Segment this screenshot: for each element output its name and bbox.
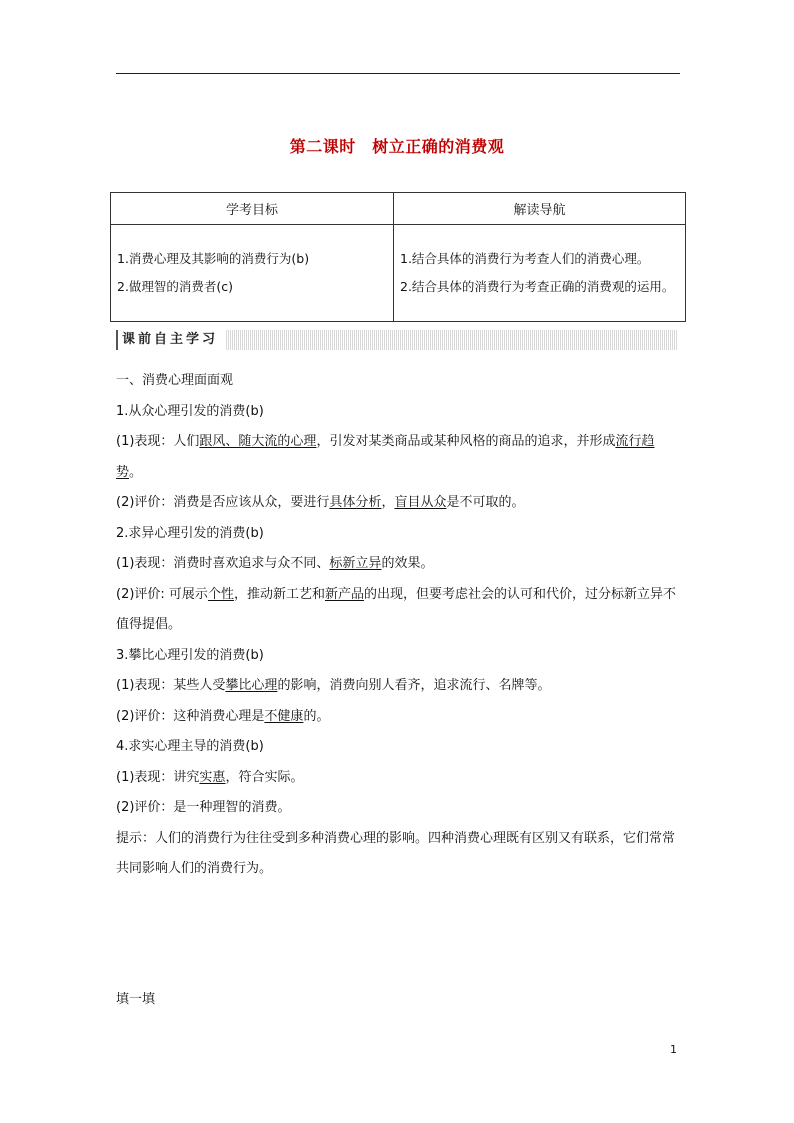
text: (2)评价：消费是否应该从众，要进行 [116,495,330,510]
paragraph [116,580,680,641]
paragraph [116,763,680,794]
text: 。 [129,464,143,480]
table-header-guide: 解读导航 [394,193,686,225]
paragraph [116,671,680,702]
header-rule [116,73,680,74]
guide-cell [394,225,686,322]
text: 的效果。 [381,556,434,571]
text: ， [381,495,395,510]
section-label: 课前自主学习 [116,330,226,350]
subheading-line: 2.求异心理引发的消费(b) [116,525,264,541]
paragraph [116,488,680,519]
answer-blank: 标新立异 [329,556,382,571]
text: 理智 [212,800,239,815]
text: ，推动新工艺和 [233,586,325,602]
page-title: 第二课时 树立正确的消费观 [289,137,505,156]
subheading-line: 1.从众心理引发的消费(b) [116,403,264,419]
text: ，引发对某类商品或某种风格的商品的追求，并形成 [316,434,616,449]
table-header-goals: 学考目标 [111,193,394,225]
subheading-line: 4.求实心理主导的消费(b) [116,739,264,754]
page-number: 1 [670,1043,677,1056]
answer-blank: 不健康 [264,708,304,724]
table-row [111,225,686,322]
subheading-line: 3.攀比心理引发的消费(b) [116,647,264,663]
text: 的消费。 [238,800,291,815]
text: (1)表现：人们 [116,434,200,449]
answer-blank: 盲目从众 [394,495,447,510]
answer-blank: 跟风、随大流的心理 [199,434,317,449]
body-content [116,366,680,885]
heading-line: 一、消费心理面面观 [116,373,234,388]
goals-cell [111,225,394,322]
paragraph [116,702,680,733]
paragraph [116,549,680,580]
text: (1)表现：消费时喜欢追求与众不同、 [116,556,330,571]
text: (1)表现：讲究 [116,769,200,785]
guide-item: 1.结合具体的消费行为考查人们的消费心理。 [400,251,650,266]
text: (1)表现：某些人受 [116,678,226,693]
objectives-table [110,192,686,322]
answer-blank: 个性 [207,586,234,602]
text: (2)评价：这种消费心理是 [116,708,265,724]
paragraph [116,427,680,488]
answer-blank: 攀比心理 [225,678,278,693]
answer-blank: 实惠 [199,769,226,785]
goal-item: 1.消费心理及其影响的消费行为(b) [117,251,310,266]
section-banner [116,330,678,350]
answer-blank: 具体分析 [329,495,382,510]
guide-item: 2.结合具体的消费行为考查正确的消费观的运用。 [400,279,675,294]
answer-blank: 新产品 [324,586,364,602]
text: 的出现，但要考虑社会的认可和代价，过分标新立异不值得提倡。 [116,586,676,632]
text: (2)评价：是一种 [116,800,213,815]
fill-in-label: 填一填 [116,992,156,1007]
paragraph [116,793,680,824]
table-header-row [111,193,686,225]
text: 的影响，消费向别人看齐，追求流行、名牌等。 [277,678,551,693]
text: ，符合实际。 [225,769,304,785]
goal-item: 2.做理智的消费者(c) [117,279,234,294]
text: 的。 [303,708,330,724]
text: 是不可取的。 [446,495,525,510]
tip-paragraph: 提示：人们的消费行为往往受到多种消费心理的影响。四种消费心理既有区别又有联系，它们常常共同影响人们的消费行为。 [116,830,676,876]
answer-blank: 流行趋势 [116,434,655,480]
text: (2)评价: 可展示 [116,586,208,602]
